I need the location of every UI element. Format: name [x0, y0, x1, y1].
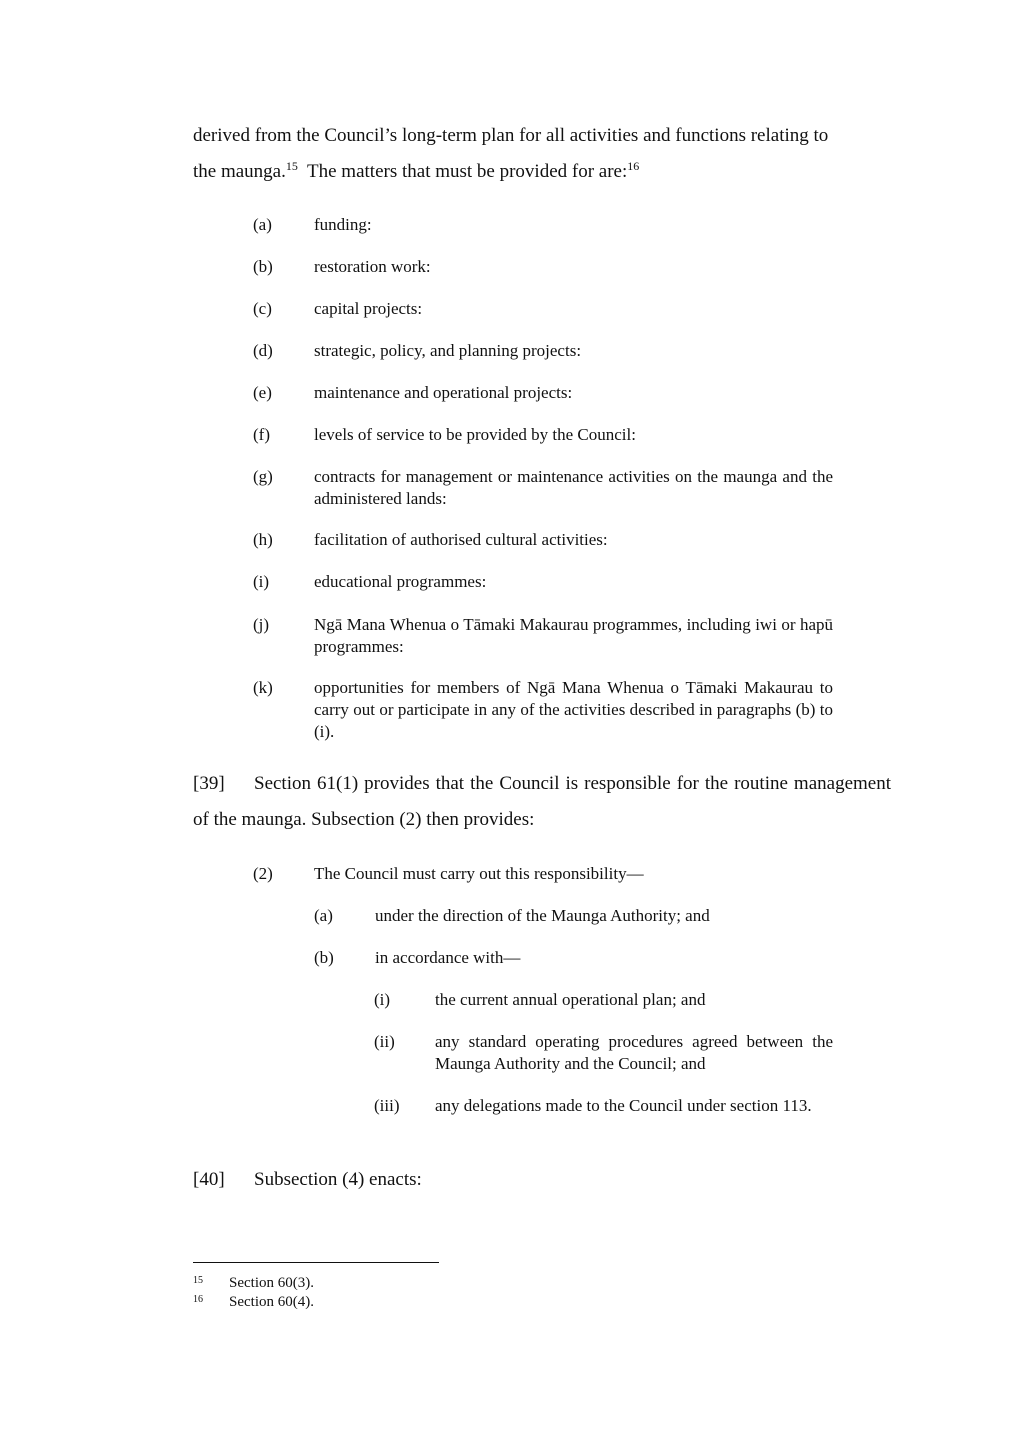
subsection-item-b	[314, 947, 833, 971]
footnote-number: 15	[193, 1275, 203, 1286]
footnote-number: 16	[193, 1294, 203, 1305]
subsection-subitem-text: any standard operating procedures agreed between the Maunga Authority and the Council; and	[435, 1032, 833, 1073]
subsection-item-label: (a)	[314, 906, 333, 925]
subsection-subitem-label: (ii)	[374, 1032, 395, 1051]
list-item-text: restoration work:	[314, 257, 431, 276]
subsection-item-label: (b)	[314, 948, 334, 967]
list-item-label: (d)	[253, 341, 273, 360]
subsection-subitem-i	[374, 989, 833, 1013]
list-item-text: funding:	[314, 215, 372, 234]
intro-line-2-start: the maunga.	[193, 161, 286, 182]
intro-line-2-mid: The matters that must be provided for are:	[297, 161, 628, 182]
intro-paragraph	[193, 118, 891, 190]
footnote-text: Section 60(3).	[229, 1275, 314, 1291]
list-item-text: educational programmes:	[314, 572, 487, 591]
footnote-ref-15[interactable]: 15	[285, 159, 298, 173]
subsection-subitem-label: (i)	[374, 990, 391, 1009]
paragraph-39	[193, 766, 891, 838]
intro-line-1: derived from the Council’s long-term plan for all activities and functions relating to	[193, 125, 829, 146]
list-item-label: (b)	[253, 257, 273, 276]
list-item-text: contracts for management or maintenance activities on the maunga and the administered lands:	[314, 467, 833, 508]
list-item-label: (e)	[253, 383, 272, 402]
subsection-label: (2)	[253, 864, 273, 883]
subsection-subitem-text: the current annual operational plan; and	[435, 990, 706, 1009]
list-item-text: capital projects:	[314, 299, 423, 318]
list-item-text: strategic, policy, and planning projects:	[314, 341, 582, 360]
list-item-label: (f)	[253, 425, 270, 444]
subsection-item-text: under the direction of the Maunga Authority; and	[375, 906, 710, 925]
list-item-label: (k)	[253, 678, 273, 697]
list-item-text: maintenance and operational projects:	[314, 383, 573, 402]
paragraph-number: [39]	[193, 773, 225, 794]
footnote-text: Section 60(4).	[229, 1294, 314, 1310]
footnote-ref-16[interactable]: 16	[627, 159, 640, 173]
list-item-label: (a)	[253, 215, 272, 234]
paragraph-40	[193, 1162, 891, 1198]
quoted-subsection-2	[253, 863, 833, 887]
list-item-label: (h)	[253, 530, 273, 549]
list-item-label: (g)	[253, 467, 273, 486]
paragraph-number: [40]	[193, 1169, 225, 1190]
list-item-text: facilitation of authorised cultural activities:	[314, 530, 608, 549]
subsection-text: The Council must carry out this responsibility—	[314, 864, 644, 883]
list-item-text: levels of service to be provided by the Council:	[314, 425, 636, 444]
subsection-subitem-iii	[374, 1095, 833, 1141]
subsection-item-a	[314, 905, 833, 929]
paragraph-text: Subsection (4) enacts:	[254, 1169, 422, 1190]
subsection-subitem-label: (iii)	[374, 1096, 400, 1115]
list-item-label: (c)	[253, 299, 272, 318]
list-item-text: Ngā Mana Whenua o Tāmaki Makaurau programmes, including iwi or hapū programmes:	[314, 615, 833, 656]
paragraph-text: Section 61(1) provides that the Council is responsible for the routine management of the maunga. Subsection (2) then provides:	[193, 773, 891, 830]
list-item-label: (i)	[253, 572, 270, 591]
list-item-text: opportunities for members of Ngā Mana Whenua o Tāmaki Makaurau to carry out or participate in any of the activities described in paragraphs (b) to (i).	[314, 678, 833, 741]
subsection-subitem-text: any delegations made to the Council under section 113.	[435, 1096, 812, 1115]
footnote-divider	[193, 1262, 439, 1263]
subsection-item-text: in accordance with—	[375, 948, 521, 967]
subsection-subitem-ii	[374, 1031, 833, 1077]
list-item-label: (j)	[253, 615, 270, 634]
